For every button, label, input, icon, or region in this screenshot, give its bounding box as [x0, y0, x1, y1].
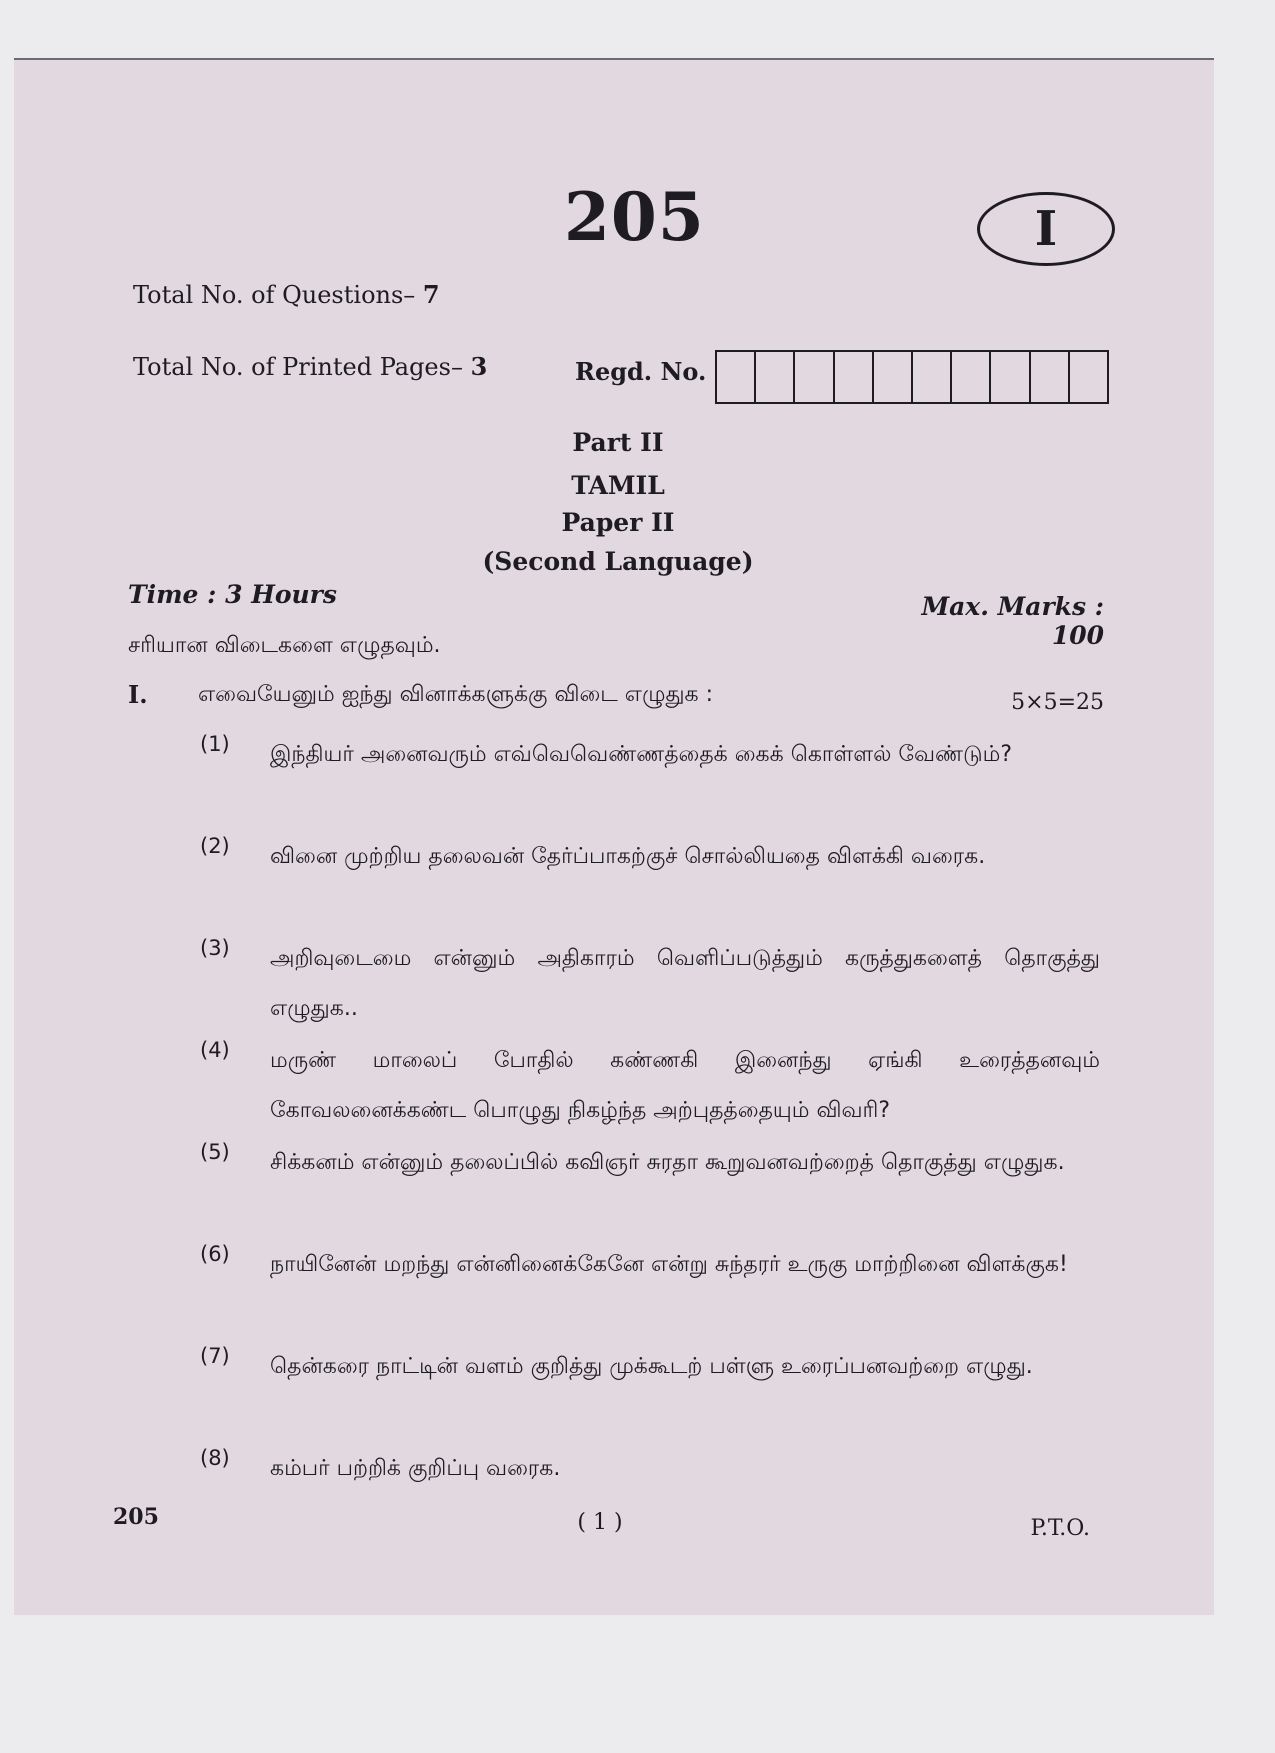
section-prompt: எவையேனும் ஐந்து வினாக்களுக்கு விடை எழுதுக :	[198, 682, 714, 707]
question-number: (5)	[200, 1140, 230, 1164]
general-instruction: சரியான விடைகளை எழுதவும்.	[128, 633, 441, 658]
regd-no-cell[interactable]	[1070, 352, 1107, 402]
set-code-badge	[977, 192, 1115, 266]
question-text: தென்கரை நாட்டின் வளம் குறித்து முக்கூடற் பள்ளு உரைப்பனவற்றை எழுது.	[270, 1354, 1033, 1379]
question-text: கம்பர் பற்றிக் குறிப்பு வரைக.	[270, 1456, 561, 1481]
footer-paper-code: 205	[113, 1504, 159, 1530]
question-number: (2)	[200, 834, 230, 858]
question-text: சிக்கனம் என்னும் தலைப்பில் கவிஞர் சுரதா கூறுவனவற்றைத் தொகுத்து எழுதுக.	[270, 1150, 1065, 1175]
question-number: (8)	[200, 1446, 230, 1470]
page-number: ( 1 )	[577, 1510, 623, 1535]
paper-title: Paper II	[561, 508, 675, 537]
regd-no-cell[interactable]	[991, 352, 1030, 402]
time-allowed: Time : 3 Hours	[128, 580, 337, 609]
pto-label: P.T.O.	[1030, 1516, 1090, 1541]
subject-title: TAMIL	[571, 471, 665, 500]
question-text: அறிவுடைமை என்னும் அதிகாரம் வெளிப்படுத்தும் கருத்துகளைத் தொகுத்து எழுதுக..	[270, 946, 1100, 1021]
question-number: (3)	[200, 936, 230, 960]
language-title: (Second Language)	[482, 547, 754, 576]
max-marks: Max. Marks : 100	[921, 592, 1104, 650]
question-number: (4)	[200, 1038, 230, 1062]
regd-no-cell[interactable]	[1031, 352, 1070, 402]
regd-no-cell[interactable]	[795, 352, 834, 402]
section-number: I.	[128, 680, 148, 709]
regd-no-cell[interactable]	[717, 352, 756, 402]
question-number: (7)	[200, 1344, 230, 1368]
total-questions: Total No. of Questions– 7	[133, 280, 440, 309]
regd-no-cell[interactable]	[874, 352, 913, 402]
question-text: மருண் மாலைப் போதில் கண்ணகி இனைந்து ஏங்கி உரைத்தனவும் கோவலனைக்கண்ட பொழுது நிகழ்ந்த அற்புதத்தையும் விவரி?	[270, 1048, 1100, 1123]
set-code: I	[1034, 201, 1058, 257]
paper-code: 205	[564, 178, 705, 256]
regd-no-label: Regd. No.	[575, 357, 707, 386]
section-marks: 5×5=25	[1011, 690, 1104, 715]
part-title: Part II	[572, 428, 664, 457]
question-text: வினை முற்றிய தலைவன் தேர்ப்பாகற்குச் சொல்லியதை விளக்கி வரைக.	[270, 844, 986, 869]
question-text: இந்தியர் அனைவரும் எவ்வெவெண்ணத்தைக் கைக் கொள்ளல் வேண்டும்?	[270, 742, 1013, 767]
regd-no-cell[interactable]	[835, 352, 874, 402]
question-number: (1)	[200, 732, 230, 756]
regd-no-cell[interactable]	[952, 352, 991, 402]
regd-no-boxes[interactable]	[715, 350, 1109, 404]
regd-no-cell[interactable]	[913, 352, 952, 402]
question-number: (6)	[200, 1242, 230, 1266]
question-text: நாயினேன் மறந்து என்னினைக்கேனே என்று சுந்தரர் உருகு மாற்றினை விளக்குக!	[270, 1252, 1068, 1277]
regd-no-cell[interactable]	[756, 352, 795, 402]
total-pages: Total No. of Printed Pages– 3	[133, 352, 488, 381]
